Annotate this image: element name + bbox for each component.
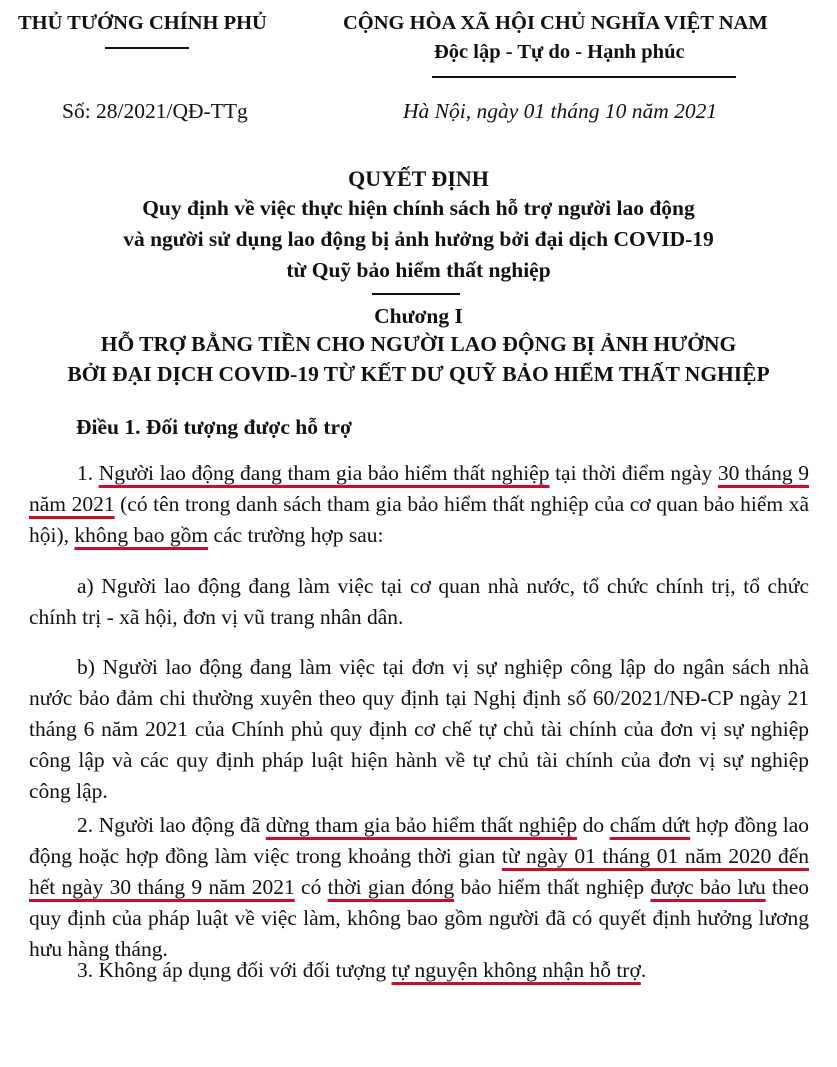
- decision-title: QUYẾT ĐỊNH: [348, 166, 489, 191]
- p3-text-b: .: [640, 958, 647, 982]
- paragraph-b: b) Người lao động đang làm việc tại đơn vị sự nghiệp công lập do ngân sách nhà nước bảo đảm chi thường xuyên theo quy định tại Nghị định số 60/2021/NĐ-CP ngày 21 tháng 6 năm 2021 của Chính phủ quy định cơ chế tự chủ tài chính của đơn vị sự nghiệp công lập và các quy định pháp luật hiện hành về tự chủ tài chính của đơn vị sự nghiệp công lập.: [29, 655, 809, 803]
- p3-highlight-voluntary: tự nguyện không nhận hỗ trợ: [391, 958, 641, 982]
- paragraph-2: [29, 810, 809, 965]
- paragraph-3: [29, 955, 809, 986]
- country-name: CỘNG HÒA XÃ HỘI CHỦ NGHĨA VIỆT NAM: [343, 12, 768, 34]
- decision-subtitle-line-2: và người sử dụng lao động bị ảnh hưởng bởi đại dịch COVID-19: [123, 227, 714, 251]
- article-heading: Điều 1. Đối tượng được hỗ trợ: [76, 415, 352, 439]
- chapter-title-line-2: BỞI ĐẠI DỊCH COVID-19 TỪ KẾT DƯ QUỸ BẢO HIỂM THẤT NGHIỆP: [67, 362, 770, 386]
- p2-highlight-contribution-time: thời gian đóng: [327, 875, 455, 899]
- paragraph-1: [29, 458, 809, 551]
- p3-text-a: 3. Không áp dụng đối với đối tượng: [77, 958, 392, 982]
- decision-subtitle-line-1: Quy định về việc thực hiện chính sách hỗ trợ người lao động: [142, 196, 695, 220]
- decision-subtitle-line-3: từ Quỹ bảo hiểm thất nghiệp: [286, 258, 551, 282]
- p1-text-a: 1.: [77, 461, 99, 485]
- p2-text-f: theo quy định của pháp luật về việc làm, không bao gồm người đã có quyết định hưởng lương hưu hàng tháng.: [29, 875, 809, 961]
- agency-rule: [105, 47, 189, 49]
- p2-text-e: bảo hiểm thất nghiệp: [454, 875, 651, 899]
- p1-text-b: tại thời điểm ngày: [549, 461, 718, 485]
- p1-highlight-insured-workers: Người lao động đang tham gia bảo hiểm thất nghiệp: [98, 461, 550, 485]
- document-number: Số: 28/2021/QĐ-TTg: [62, 99, 248, 123]
- chapter-label: Chương I: [374, 304, 463, 328]
- p2-text-c: hợp đồng lao động hoặc hợp đồng làm việc trong khoảng thời gian: [29, 813, 810, 868]
- p1-text-c: (có tên trong danh sách tham gia bảo hiểm thất nghiệp của cơ quan bảo hiểm xã hội),: [29, 492, 809, 547]
- place-and-date: Hà Nội, ngày 01 tháng 10 năm 2021: [403, 99, 718, 123]
- p2-highlight-stopped: dừng tham gia bảo hiểm thất nghiệp: [265, 813, 578, 837]
- p2-text-b: do: [577, 813, 610, 837]
- paragraph-a: a) Người lao động đang làm việc tại cơ quan nhà nước, tổ chức chính trị, tổ chức chính trị - xã hội, đơn vị vũ trang nhân dân.: [29, 574, 809, 629]
- issuing-agency: THỦ TƯỚNG CHÍNH PHỦ: [18, 12, 267, 34]
- p1-text-d: các trường hợp sau:: [208, 523, 384, 547]
- p2-text-d: có: [294, 875, 328, 899]
- national-motto: Độc lập - Tự do - Hạnh phúc: [434, 41, 685, 63]
- p1-highlight-excluding: không bao gồm: [74, 523, 209, 547]
- p2-text-a: 2. Người lao động đã: [77, 813, 266, 837]
- p1-highlight-date: 30 tháng 9 năm 2021: [29, 461, 810, 516]
- p2-highlight-terminated: chấm dứt: [609, 813, 691, 837]
- p2-highlight-period: từ ngày 01 tháng 01 năm 2020 đến hết ngày 30 tháng 9 năm 2021: [29, 844, 809, 899]
- p2-highlight-reserved: được bảo lưu: [650, 875, 766, 899]
- chapter-title-line-1: HỖ TRỢ BẰNG TIỀN CHO NGƯỜI LAO ĐỘNG BỊ ẢNH HƯỞNG: [100, 332, 737, 356]
- motto-rule: [432, 76, 736, 78]
- title-rule: [372, 293, 460, 295]
